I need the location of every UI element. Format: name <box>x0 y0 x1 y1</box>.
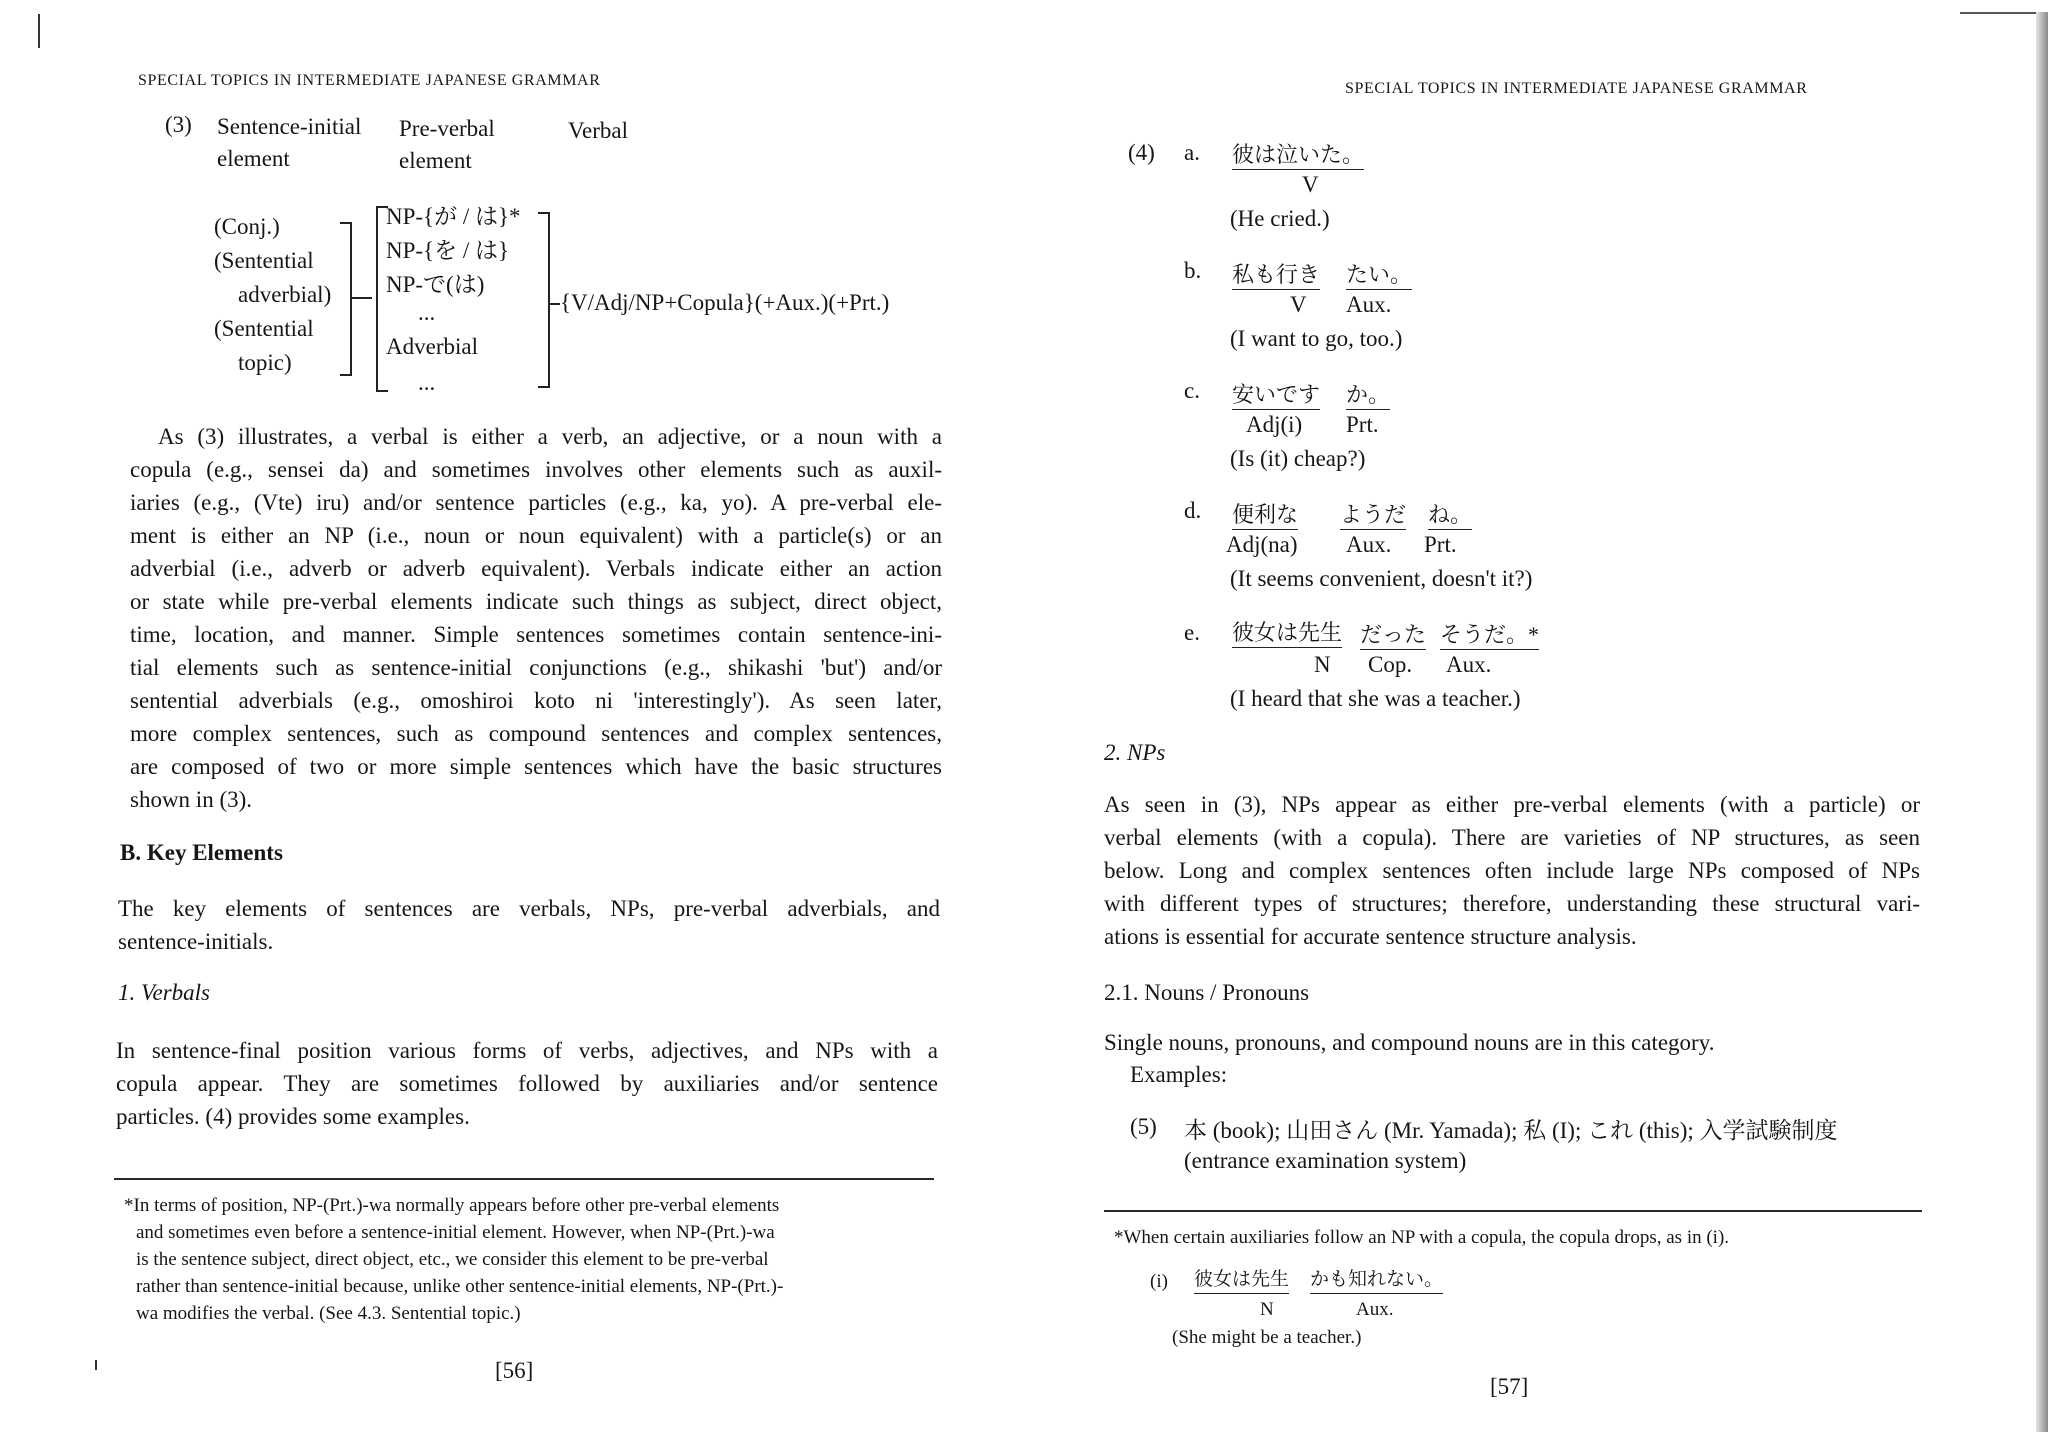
left-paragraph-1 <box>130 420 942 816</box>
bracket-initial <box>340 222 352 376</box>
ex4b-label: b. <box>1184 258 1202 283</box>
ex4b-gloss-1: V <box>1290 292 1307 317</box>
ex5-line-1: 本 (book); 山田さん (Mr. Yamada); 私 (I); これ (this); 入学試験制度 <box>1184 1118 1838 1143</box>
top-edge-rule <box>1960 12 2036 14</box>
para1-line: iaries (e.g., (Vte) iru) and/or sentence particles (e.g., ka, yo). A pre-verbal ele- <box>130 490 942 515</box>
ex3-preverbal-np-de: NP-で(は) <box>386 272 485 297</box>
ex4d-japanese-1: 便利な <box>1232 498 1298 530</box>
right-running-head: SPECIAL TOPICS IN INTERMEDIATE JAPANESE GRAMMAR <box>1345 80 1808 97</box>
para4-line: below. Long and complex sentences often include large NPs composed of NPs <box>1104 858 1920 883</box>
left-footnote <box>124 1192 783 1327</box>
ex3-col3-head: Verbal <box>568 118 629 143</box>
ex3-initial-sent-adv-1: (Sentential <box>214 248 314 273</box>
ex4d-translation: (It seems convenient, doesn't it?) <box>1230 566 1533 591</box>
ex4d-gloss-2: Aux. <box>1346 532 1392 557</box>
ex4b-gloss-2: Aux. <box>1346 292 1392 317</box>
left-running-head: SPECIAL TOPICS IN INTERMEDIATE JAPANESE GRAMMAR <box>138 72 601 89</box>
ex3-preverbal-ellipsis-1: ... <box>418 300 436 325</box>
right-footnote-rule <box>1104 1210 1922 1212</box>
ex3-col1-head-1: Sentence-initial <box>217 114 362 139</box>
fn-example-japanese-1: 彼女は先生 <box>1194 1266 1289 1294</box>
fn-example-translation: (She might be a teacher.) <box>1172 1327 1362 1348</box>
ex5-line-2: (entrance examination system) <box>1184 1148 1467 1173</box>
para1-line: shown in (3). <box>130 787 253 812</box>
ex3-preverbal-adverbial: Adverbial <box>386 334 478 359</box>
para3-line: particles. (4) provides some examples. <box>116 1104 470 1129</box>
para1-line: or state while pre-verbal elements indicate such things as subject, direct object, <box>130 589 942 614</box>
para1-line: adverbial (i.e., adverb or adverb equivalent). Verbals indicate either an action <box>130 556 942 581</box>
ex4e-japanese-1: 彼女は先生 <box>1232 616 1342 648</box>
para2-line: The key elements of sentences are verbals, NPs, pre-verbal adverbials, and <box>118 896 940 921</box>
ex4c-japanese-1: 安いです <box>1232 378 1320 410</box>
ex3-preverbal-ellipsis-2: ... <box>418 370 436 395</box>
ex4a-label: a. <box>1184 140 1200 165</box>
ex4c-label: c. <box>1184 378 1200 403</box>
ex4d-gloss-1: Adj(na) <box>1226 532 1298 557</box>
right-paragraph-1 <box>1104 788 1920 953</box>
ex4e-japanese-2: だった <box>1360 618 1426 650</box>
left-paragraph-3 <box>116 1034 938 1133</box>
ex3-initial-sent-topic-2: topic) <box>238 350 292 375</box>
para2-line: sentence-initials. <box>118 929 274 954</box>
subsection-2-1-heading: 2.1. Nouns / Pronouns <box>1104 980 1310 1005</box>
ex3-number: (3) <box>165 112 192 137</box>
footnote-line: *In terms of position, NP-(Prt.)-wa normally appears before other pre-verbal elements <box>124 1195 780 1216</box>
scan-mark <box>95 1360 97 1370</box>
ex4e-gloss-3: Aux. <box>1446 652 1492 677</box>
ex3-initial-sent-adv-2: adverbial) <box>238 282 332 307</box>
bracket-preverbal-right <box>538 212 550 388</box>
ex3-col2-head-2: element <box>399 148 472 173</box>
para1-line: more complex sentences, such as compound sentences and complex sentences, <box>130 721 942 746</box>
ex4e-japanese-3: そうだ。* <box>1440 618 1539 650</box>
ex4e-gloss-1: N <box>1314 652 1331 677</box>
ex3-verbal-structure: {V/Adj/NP+Copula}(+Aux.)(+Prt.) <box>560 290 890 315</box>
bracket-connector-verbal <box>550 303 560 305</box>
fn-example-gloss-2: Aux. <box>1356 1299 1394 1320</box>
ex3-initial-sent-topic-1: (Sentential <box>214 316 314 341</box>
ex4a-gloss: V <box>1302 172 1319 197</box>
ex4a-japanese: 彼は泣いた。 <box>1232 138 1364 170</box>
para4-line: verbal elements (with a copula). There are varieties of NP structures, as seen <box>1104 825 1920 850</box>
ex4d-gloss-3: Prt. <box>1424 532 1457 557</box>
fn-example-label: (i) <box>1150 1271 1168 1292</box>
para1-line: tial elements such as sentence-initial conjunctions (e.g., shikashi 'but') and/or <box>130 655 942 680</box>
subsection-2-heading: 2. NPs <box>1104 740 1166 765</box>
para1-line: As (3) illustrates, a verbal is either a verb, an adjective, or a noun with a <box>158 424 942 449</box>
para4-line: with different types of structures; therefore, understanding these structural vari- <box>1104 891 1920 916</box>
para3-line: In sentence-final position various forms of verbs, adjectives, and NPs with a <box>116 1038 938 1063</box>
fn-example-japanese-2: かも知れない。 <box>1310 1266 1443 1294</box>
para3-line: copula appear. They are sometimes followed by auxiliaries and/or sentence <box>116 1071 938 1096</box>
footnote-line: is the sentence subject, direct object, etc., we consider this element to be pre-verbal <box>136 1249 769 1270</box>
right-page-number: [57] <box>1490 1374 1529 1399</box>
ex4d-japanese-3: ね。 <box>1428 498 1472 530</box>
para1-line: time, location, and manner. Simple sentences sometimes contain sentence-ini- <box>130 622 942 647</box>
ex4-number: (4) <box>1128 140 1155 165</box>
footnote-line: wa modifies the verbal. (See 4.3. Sentential topic.) <box>136 1303 521 1324</box>
ex4c-gloss-1: Adj(i) <box>1246 412 1303 437</box>
right-paragraph-2: Single nouns, pronouns, and compound nouns are in this category. <box>1104 1030 1715 1055</box>
ex4a-translation: (He cried.) <box>1230 206 1330 231</box>
ex4e-gloss-2: Cop. <box>1368 652 1413 677</box>
left-footnote-rule <box>114 1178 934 1180</box>
page-edge-shadow <box>2036 12 2048 1432</box>
section-b-heading: B. Key Elements <box>120 840 283 865</box>
para4-line: As seen in (3), NPs appear as either pre-verbal elements (with a particle) or <box>1104 792 1920 817</box>
para1-line: ment is either an NP (i.e., noun or noun equivalent) with a particle(s) or an <box>130 523 942 548</box>
ex3-initial-conj: (Conj.) <box>214 214 280 239</box>
footnote-line: rather than sentence-initial because, unlike other sentence-initial elements, NP-(Prt.)- <box>136 1276 784 1297</box>
ex3-col1-head-2: element <box>217 146 290 171</box>
ex5-number: (5) <box>1130 1114 1157 1139</box>
left-page-number: [56] <box>495 1358 534 1383</box>
ex3-preverbal-np-wo: NP-{を / は} <box>386 238 510 263</box>
subsection-1-heading: 1. Verbals <box>118 980 210 1005</box>
ex4c-japanese-2: か。 <box>1346 378 1390 410</box>
ex4b-translation: (I want to go, too.) <box>1230 326 1403 351</box>
para1-line: sentential adverbials (e.g., omoshiroi koto ni 'interestingly'). As seen later, <box>130 688 942 713</box>
ex4b-japanese-2: たい。 <box>1346 258 1412 290</box>
para1-line: are composed of two or more simple sentences which have the basic structures <box>130 754 942 779</box>
ex4c-gloss-2: Prt. <box>1346 412 1379 437</box>
bracket-connector <box>352 297 372 299</box>
left-paragraph-2 <box>118 892 940 958</box>
footnote-line: and sometimes even before a sentence-initial element. However, when NP-(Prt.)-wa <box>136 1222 775 1243</box>
ex3-preverbal-np-ga: NP-{が / は}* <box>386 204 521 229</box>
right-footnote: *When certain auxiliaries follow an NP with a copula, the copula drops, as in (i). <box>1114 1227 1730 1248</box>
ex4e-label: e. <box>1184 620 1200 645</box>
ex3-col2-head-1: Pre-verbal <box>399 116 495 141</box>
ex4b-japanese-1: 私も行き <box>1232 258 1320 290</box>
fn-example-gloss-1: N <box>1260 1299 1274 1320</box>
para4-line: ations is essential for accurate sentence structure analysis. <box>1104 924 1637 949</box>
ex4e-translation: (I heard that she was a teacher.) <box>1230 686 1521 711</box>
ex4d-japanese-2: ようだ <box>1340 498 1406 530</box>
ex4d-label: d. <box>1184 498 1202 523</box>
scan-mark <box>38 14 40 48</box>
ex4c-translation: (Is (it) cheap?) <box>1230 446 1366 471</box>
examples-label: Examples: <box>1130 1062 1228 1087</box>
para1-line: copula (e.g., sensei da) and sometimes involves other elements such as auxil- <box>130 457 942 482</box>
